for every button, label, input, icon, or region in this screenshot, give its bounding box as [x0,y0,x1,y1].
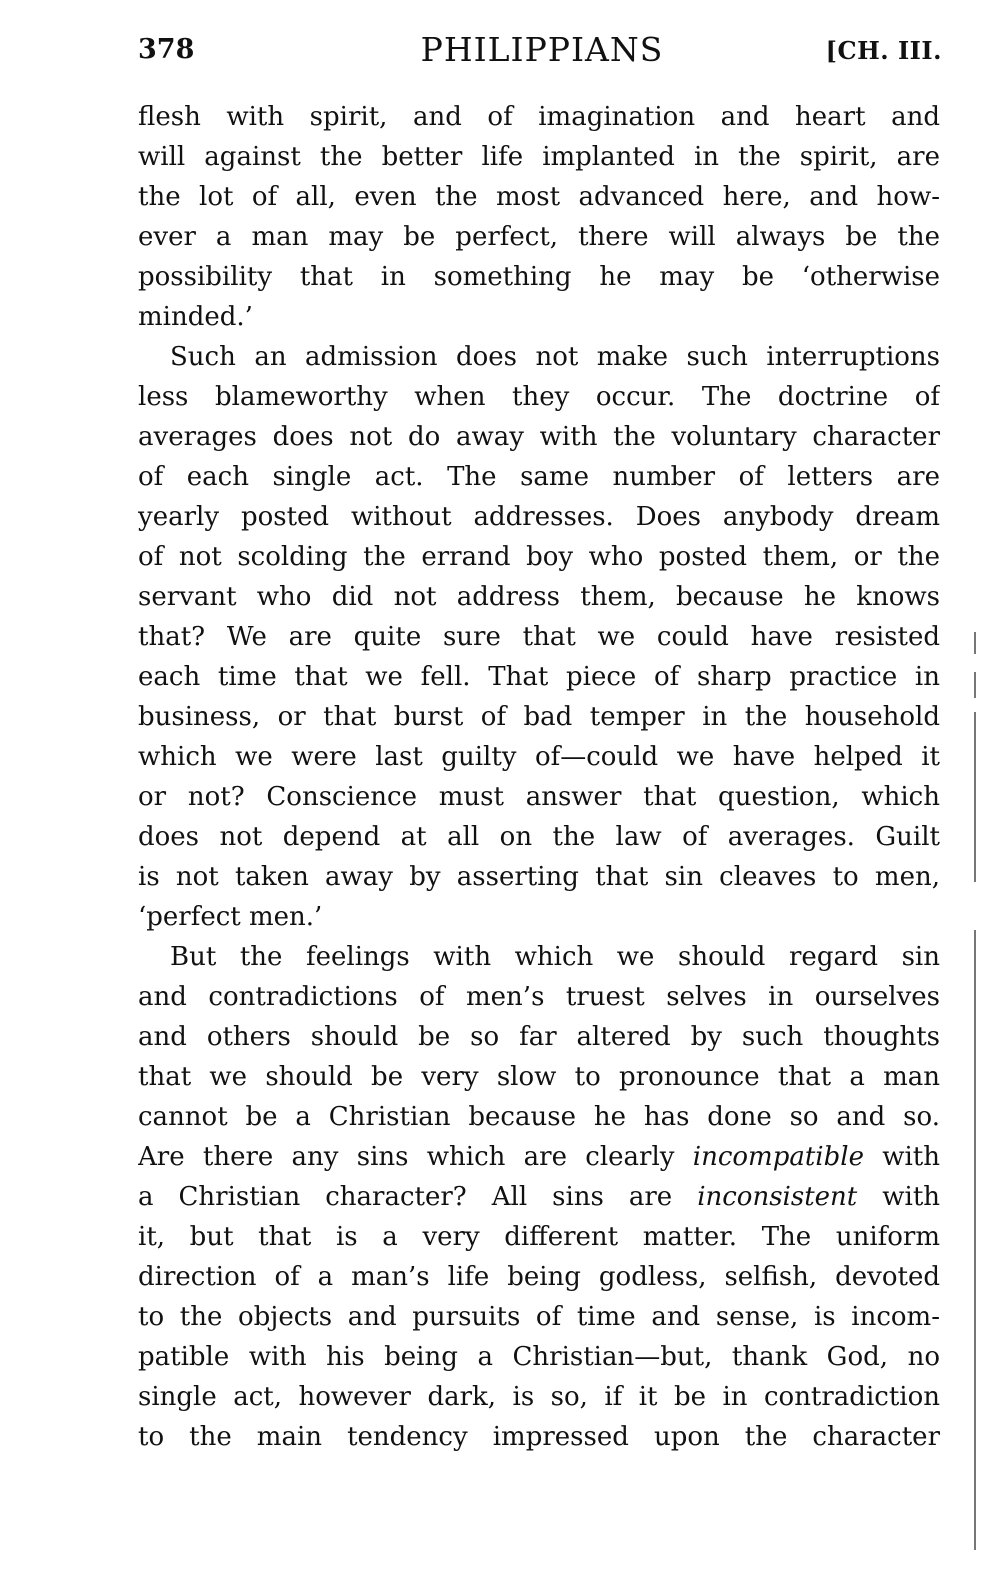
text-line: that? We are quite sure that we could have resisted [138,622,940,652]
margin-rule [974,930,976,1550]
text-segment: with [882,1142,940,1172]
italic-word: inconsistent [697,1182,858,1212]
paragraph-start-line: Such an admission does not make such interruptions [170,342,940,372]
text-line: which we were last guilty of—could we have helped it [138,742,940,772]
text-line: does not depend at all on the law of averages. Guilt [138,822,940,852]
text-line: direction of a man’s life being godless, selfish, devoted [138,1262,940,1292]
italic-word: incompatible [692,1142,864,1172]
text-segment: a Christian character? All sins are [138,1182,673,1212]
text-line: flesh with spirit, and of imagination and heart and [138,102,940,132]
chapter-reference: [CH. III. [825,36,942,65]
text-line: ever a man may be perfect, there will always be the [138,222,940,252]
text-line: the lot of all, even the most advanced here, and how- [138,182,940,212]
text-line: each time that we fell. That piece of sharp practice in [138,662,940,692]
margin-rule [974,672,976,698]
text-line: less blameworthy when they occur. The doctrine of [138,382,940,412]
running-title: PHILIPPIANS [420,30,664,69]
text-line: and others should be so far altered by such thoughts [138,1022,940,1052]
body-text [138,97,940,1457]
text-line: averages does not do away with the voluntary character [138,422,940,452]
paragraph-start-line: But the feelings with which we should regard sin [170,942,940,972]
text-line: to the main tendency impressed upon the character [138,1422,940,1452]
text-line: business, or that burst of bad temper in the household [138,702,940,732]
text-line: of each single act. The same number of letters are [138,462,940,492]
margin-rule [974,712,976,882]
text-line: that we should be very slow to pronounce that a man [138,1062,940,1092]
text-line: patible with his being a Christian—but, thank God, no [138,1342,940,1372]
text-segment: with [882,1182,940,1212]
text-segment: Are there any sins which are clearly [138,1142,675,1172]
text-line [138,1177,940,1217]
text-line: single act, however dark, is so, if it be in contradiction [138,1382,940,1412]
text-line: of not scolding the errand boy who posted them, or the [138,542,940,572]
text-line: minded.’ [138,302,253,332]
text-line: it, but that is a very different matter. The uniform [138,1222,940,1252]
page-number: 378 [138,34,195,65]
text-line: ‘perfect men.’ [138,902,323,932]
text-line: to the objects and pursuits of time and sense, is incom- [138,1302,940,1332]
text-line: yearly posted without addresses. Does anybody dream [138,502,940,532]
text-line: is not taken away by asserting that sin cleaves to men, [138,862,940,892]
text-line: cannot be a Christian because he has done so and so. [138,1102,940,1132]
margin-rule [974,632,976,654]
text-line [138,1137,940,1177]
text-line: servant who did not address them, because he knows [138,582,940,612]
text-line: will against the better life implanted in the spirit, are [138,142,940,172]
text-line: possibility that in something he may be ‘otherwise [138,262,940,292]
page-header [138,30,946,78]
text-line: or not? Conscience must answer that question, which [138,782,940,812]
text-line: and contradictions of men’s truest selves in ourselves [138,982,940,1012]
